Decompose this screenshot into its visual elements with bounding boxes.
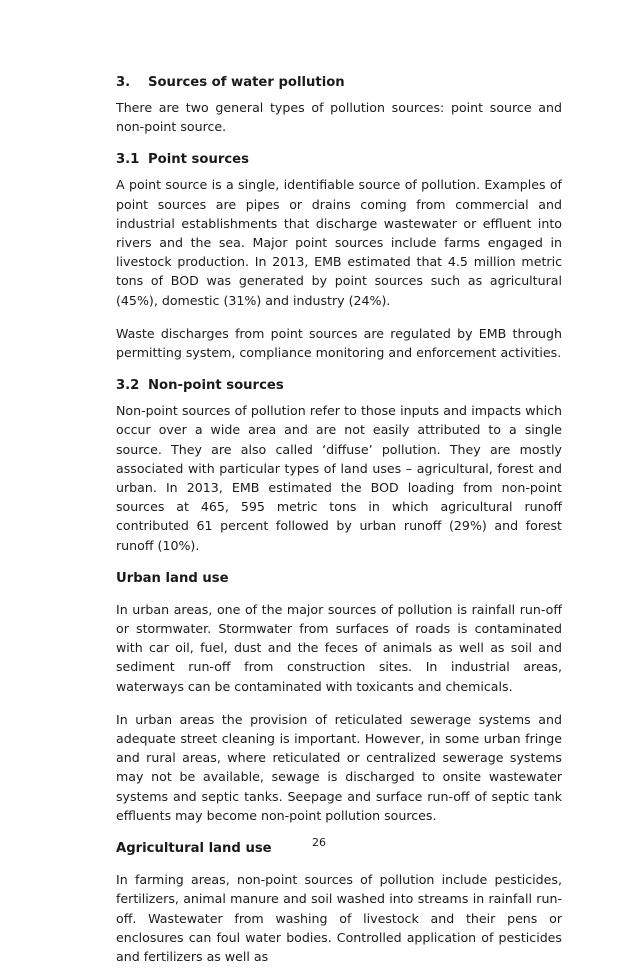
section-3-1-heading [116, 150, 562, 169]
point-sources-paragraph-2: Waste discharges from point sources are regulated by EMB through permitting system, compliance monitoring and enforcement activities. [116, 325, 562, 361]
section-3-title: Sources of water pollution [148, 75, 345, 90]
page-number: 26 [312, 836, 326, 849]
section-3-1-number: 3.1 [116, 152, 140, 168]
agricultural-land-use-heading: Agricultural land use [116, 841, 272, 857]
section-3-2-title: Non-point sources [148, 378, 284, 394]
urban-paragraph-2: In urban areas the provision of reticulated sewerage systems and adequate street cleaning is important. However, in some urban fringe and rural areas, where reticulated or centralized sewerage systems may not be available, sewage is discharged to onsite wastewater systems and septic tanks. Seepage and surface run-off of septic tank effluents may become non-point pollution sources. [116, 711, 562, 823]
non-point-sources-paragraph: Non-point sources of pollution refer to those inputs and impacts which occur over a wide area and are not easily attributed to a single source. They are also called ‘diffuse’ pollution. They are mostly associated with particular types of land uses – agricultural, forest and urban. In 2013, EMB estimated the BOD loading from non-point sources at 465, 595 metric tons in which agricultural runoff contributed 61 percent followed by urban runoff (29%) and forest runoff (10%). [116, 403, 562, 553]
agricultural-paragraph-1: In farming areas, non-point sources of pollution include pesticides, fertilizers, animal manure and soil washed into streams in rainfall run-off. Wastewater from washing of livestock and their pens or enclosures can foul water bodies. Controlled application of pesticides and fertilizers as well as [116, 872, 562, 964]
section-3-2-number: 3.2 [116, 378, 140, 394]
urban-paragraph-1: In urban areas, one of the major sources of pollution is rainfall run-off or stormwater. Stormwater from surfaces of roads is contaminated with car oil, fuel, dust and the feces of animals as well as soil and sediment run-off from construction sites. In industrial areas, waterways can be contaminated with toxicants and chemicals. [116, 601, 562, 694]
point-sources-paragraph-1: A point source is a single, identifiable source of pollution. Examples of point sources are pipes or drains coming from commercial and industrial establishments that discharge wastewater or effluent into rivers and the sea. Major point sources include farms engaged in livestock production. In 2013, EMB estimated that 4.5 million metric tons of BOD was generated by point sources such as agricultural (45%), domestic (31%) and industry (24%). [116, 177, 562, 308]
section-3-heading [116, 73, 562, 92]
urban-land-use-heading: Urban land use [116, 570, 229, 586]
section-3-number: 3. [116, 75, 131, 90]
section-3-intro: There are two general types of pollution sources: point source and non-point source. [116, 100, 562, 135]
section-3-1-title: Point sources [148, 152, 249, 168]
section-3-2-heading [116, 376, 562, 395]
